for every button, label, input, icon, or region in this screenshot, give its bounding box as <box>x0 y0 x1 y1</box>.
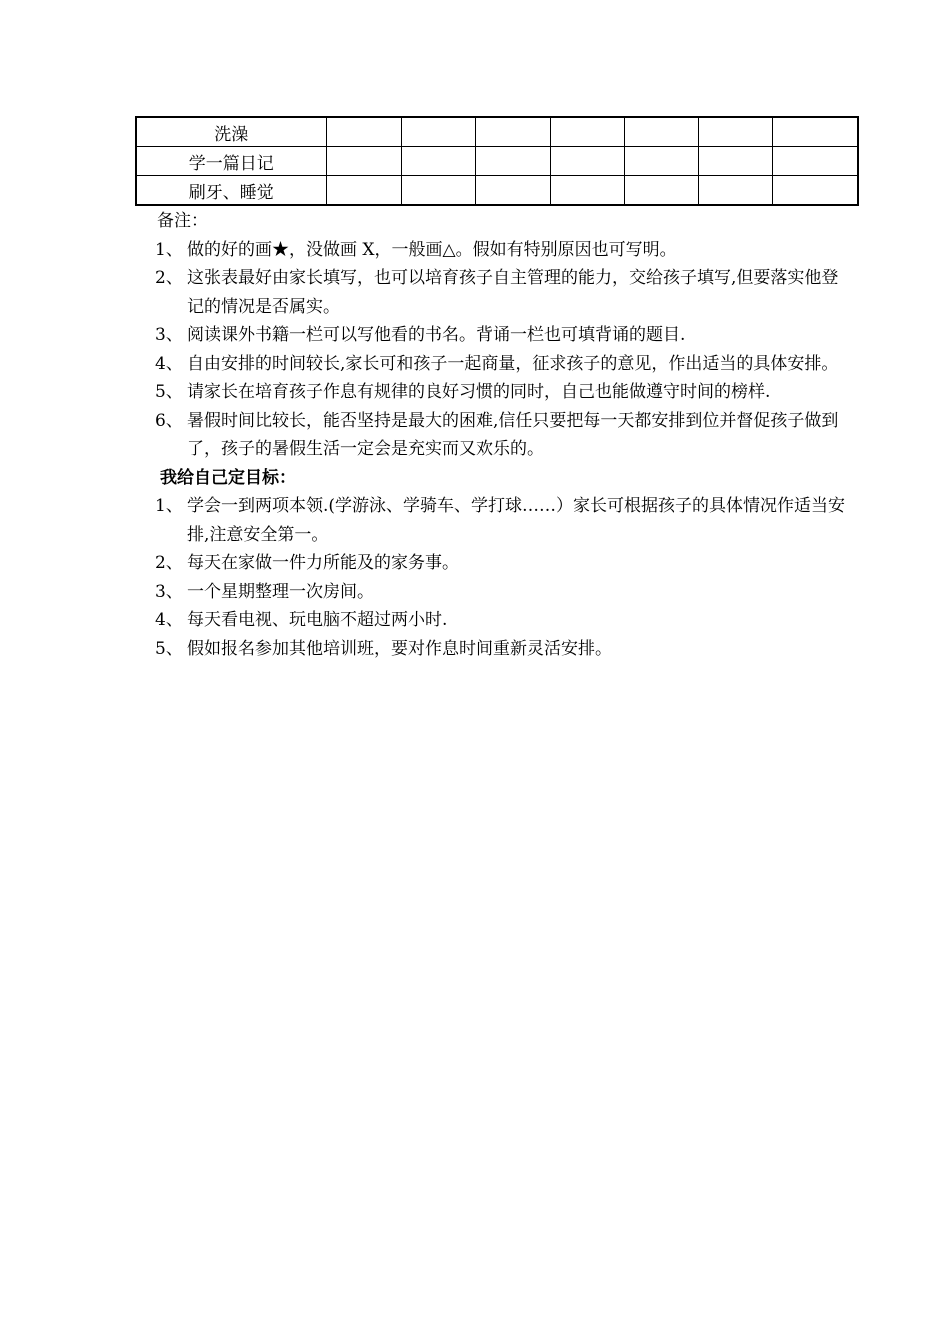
table-row <box>136 117 858 147</box>
table-cell <box>550 117 624 147</box>
notes-heading: 备注： <box>157 211 208 231</box>
item-number: 2、 <box>155 268 183 288</box>
item-number: 5、 <box>155 638 183 659</box>
item-text: 一个星期整理一次房间。 <box>187 581 374 602</box>
list-item <box>155 578 855 607</box>
item-number: 2、 <box>155 553 183 573</box>
goals-heading: 我给自己定目标： <box>160 467 296 488</box>
notes-section <box>155 207 855 663</box>
item-text: 做的好的画★，没做画 X，一般画△。假如有特别原因也可写明。 <box>187 239 677 260</box>
item-number: 3、 <box>155 581 183 602</box>
list-item <box>155 350 855 379</box>
list-item <box>155 264 855 321</box>
table-cell <box>326 117 401 147</box>
item-number: 5、 <box>155 382 183 402</box>
list-item <box>155 321 855 350</box>
item-number: 1、 <box>155 239 183 260</box>
schedule-table <box>135 116 859 206</box>
table-cell <box>624 147 698 176</box>
item-text: 学会一到两项本领.(学游泳、学骑车、学打球……）家长可根据孩子的具体情况作适当安排,注意安全第一。 <box>187 496 846 545</box>
table-cell <box>401 176 475 206</box>
item-text: 这张表最好由家长填写，也可以培育孩子自主管理的能力，交给孩子填写,但要落实他登记的情况是否属实。 <box>187 268 839 317</box>
item-number: 1、 <box>155 496 183 516</box>
list-item <box>155 378 855 407</box>
table-cell <box>698 147 772 176</box>
table-cell <box>772 117 858 147</box>
table-cell <box>475 117 550 147</box>
table-cell <box>550 147 624 176</box>
table-cell <box>401 147 475 176</box>
table-row <box>136 176 858 206</box>
item-text: 假如报名参加其他培训班，要对作息时间重新灵活安排。 <box>187 638 612 659</box>
table-cell <box>475 176 550 206</box>
row-label: 洗澡 <box>136 117 326 147</box>
list-item <box>155 635 855 664</box>
list-item <box>155 236 855 265</box>
table-cell <box>624 176 698 206</box>
item-text: 每天在家做一件力所能及的家务事。 <box>187 553 459 573</box>
table-cell <box>326 147 401 176</box>
schedule-table-body <box>136 117 858 205</box>
table-cell <box>698 117 772 147</box>
item-text: 阅读课外书籍一栏可以写他看的书名。背诵一栏也可填背诵的题目. <box>187 325 686 345</box>
table-cell <box>326 176 401 206</box>
item-text: 每天看电视、玩电脑不超过两小时. <box>187 610 448 630</box>
table-cell <box>772 147 858 176</box>
list-item <box>155 492 855 549</box>
table-cell <box>475 147 550 176</box>
table-cell <box>624 117 698 147</box>
row-label: 学一篇日记 <box>136 147 326 176</box>
table-row <box>136 147 858 176</box>
row-label: 刷牙、睡觉 <box>136 176 326 206</box>
item-number: 4、 <box>155 353 183 374</box>
table-cell <box>772 176 858 206</box>
item-number: 3、 <box>155 325 183 345</box>
item-number: 4、 <box>155 610 183 630</box>
table-cell <box>550 176 624 206</box>
list-item <box>155 606 855 635</box>
item-text: 自由安排的时间较长,家长可和孩子一起商量，征求孩子的意见，作出适当的具体安排。 <box>187 353 839 374</box>
item-text: 暑假时间比较长，能否坚持是最大的困难,信任只要把每一天都安排到位并督促孩子做到了，孩子的暑假生活一定会是充实而又欢乐的。 <box>187 410 839 459</box>
list-item <box>155 549 855 578</box>
item-text: 请家长在培育孩子作息有规律的良好习惯的同时，自己也能做遵守时间的榜样. <box>187 382 771 402</box>
list-item <box>155 407 855 464</box>
table-cell <box>698 176 772 206</box>
table-cell <box>401 117 475 147</box>
item-number: 6、 <box>155 410 183 431</box>
